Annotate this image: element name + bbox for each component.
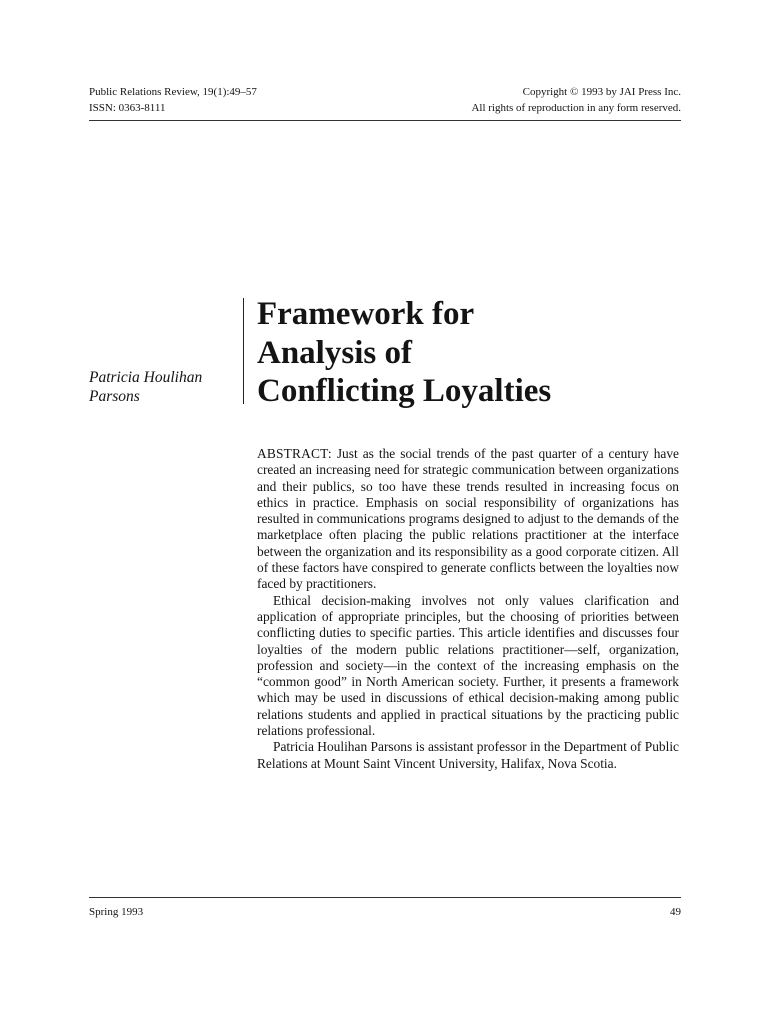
copyright-notice: Copyright © 1993 by JAI Press Inc.	[522, 86, 681, 98]
rights-notice: All rights of reproduction in any form reserved.	[471, 102, 681, 114]
footer-divider	[89, 897, 681, 898]
title-divider-bar	[243, 298, 244, 404]
header-row-2	[89, 100, 681, 116]
issue-date: Spring 1993	[89, 906, 144, 918]
author-name-line-2: Parsons	[89, 388, 140, 405]
abstract-paragraph-1-text: Just as the social trends of the past quarter of a century have created an increasing need for strategic communication between organizations and their publics, so too have these trends resulted in increasing focus on ethics in practice. Emphasis on social responsibility of organizations has resulted in communications programs designed to adjust to the demands of the marketplace often placing the public relations practitioner at the interface between the organization and its responsibility as a good corporate citizen. All of these factors have conspired to generate conflicts between the loyalties now faced by practitioners.	[257, 446, 679, 592]
abstract-paragraph-2: Ethical decision-making involves not only values clarification and application of appropriate principles, but the choosing of priorities between conflicting duties to specific parties. This article identifies and discusses four loyalties of the modern public relations practitioner—self, organization, profession and society—in the context of the increasing emphasis on the “common good” in North American society. Further, it presents a framework which may be used in discussions of ethical decision-making among public relations students and applied in practical situations by the practicing public relations professional.	[257, 592, 679, 739]
title-line-2: Analysis of	[257, 334, 412, 371]
running-header	[89, 84, 681, 116]
author-name	[89, 368, 239, 406]
article-title	[257, 295, 687, 411]
abstract-label: ABSTRACT:	[257, 446, 332, 461]
header-divider	[89, 120, 681, 121]
abstract	[257, 446, 679, 772]
author-name-line-1: Patricia Houlihan	[89, 369, 203, 386]
journal-citation: Public Relations Review, 19(1):49–57	[89, 86, 257, 98]
issn: ISSN: 0363-8111	[89, 102, 166, 114]
author-bio: Patricia Houlihan Parsons is assistant professor in the Department of Public Relations at Mount Saint Vincent University, Halifax, Nova Scotia.	[257, 739, 679, 771]
page-number: 49	[670, 906, 681, 918]
title-line-1: Framework for	[257, 296, 475, 332]
abstract-paragraph-1	[257, 446, 679, 593]
header-row-1	[89, 84, 681, 100]
title-line-3: Conflicting Loyalties	[257, 373, 552, 409]
running-footer	[89, 904, 681, 920]
